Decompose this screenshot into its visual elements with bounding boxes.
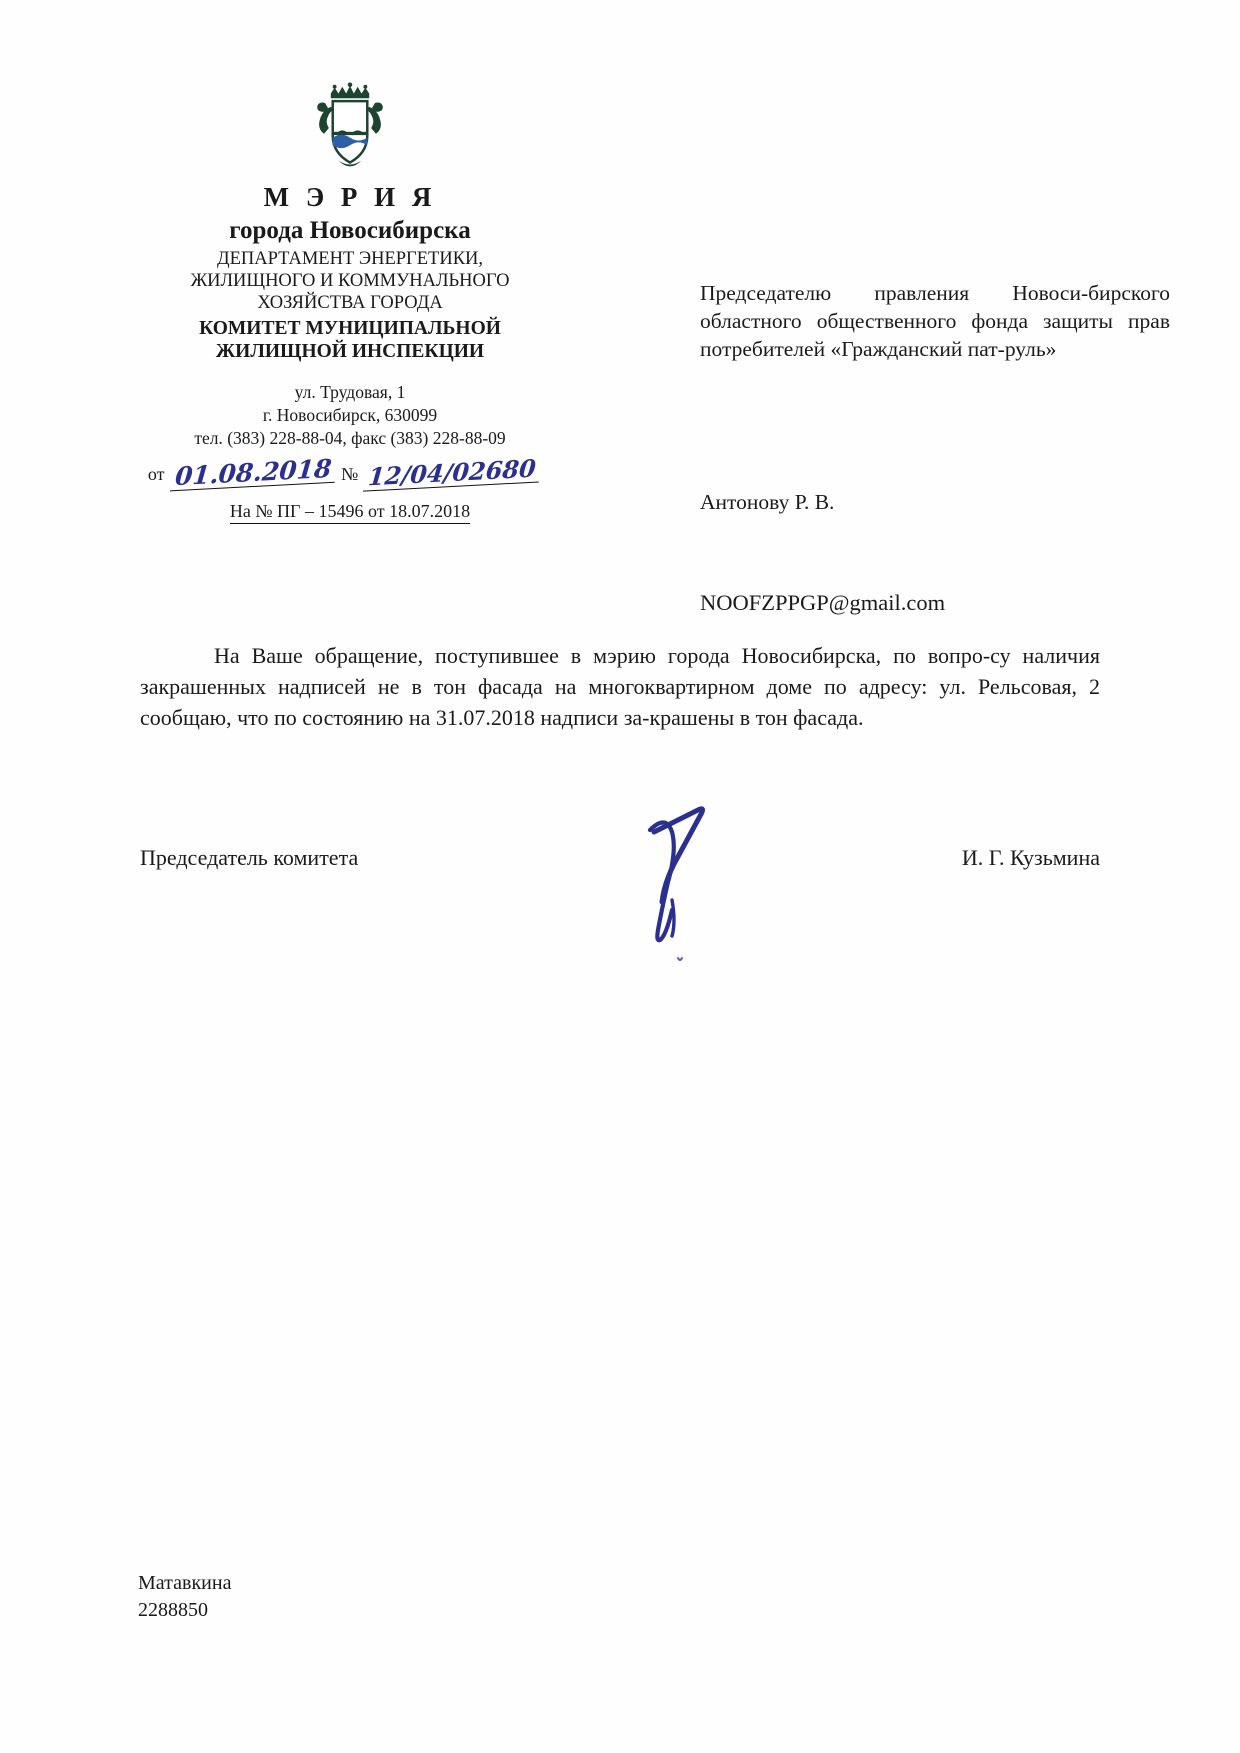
org-title: М Э Р И Я [263,182,437,212]
address-city: г. Новосибирск, 630099 [262,405,438,426]
phone-fax: тел. (383) 228-88-04, факс (383) 228-88-09 [194,427,506,448]
addressee-person: Антонову Р. В. [700,490,835,514]
signer-position: Председатель комитета [140,845,359,870]
department-block [140,249,560,314]
executor-phone: 2288850 [138,1599,208,1621]
letterhead [140,80,560,524]
contacts-block [140,381,560,449]
committee-block [140,317,560,363]
addressee-organization: Председателю правления Новоси-бирского областного общественного фонда защиты прав потребителей «Гражданский пат-руль» [700,281,1170,361]
department-line-2: ЖИЛИЩНОГО И КОММУНАЛЬНОГО [190,270,510,291]
reference-line [134,453,554,492]
org-city: города Новосибирска [229,217,471,244]
department-line-3: ХОЗЯЙСТВА ГОРОДА [257,292,443,313]
novosibirsk-coat-of-arms-icon [302,80,398,176]
incoming-reference: На № ПГ – 15496 от 18.07.2018 [230,501,470,524]
committee-line-2: ЖИЛИЩНОЙ ИНСПЕКЦИИ [215,341,485,363]
document-header [0,80,1240,615]
department-line-1: ДЕПАРТАМЕНТ ЭНЕРГЕТИКИ, [216,249,484,269]
date-value-handwritten: 01.08.2018 [169,455,336,491]
document-footer [138,1570,231,1624]
executor-name: Матавкина [138,1572,232,1594]
number-value-handwritten: 12/04/02680 [363,456,541,491]
committee-line-1: КОМИТЕТ МУНИЦИПАЛЬНОЙ [199,318,501,340]
signer-name: И. Г. Кузьмина [961,845,1100,870]
signature-row [140,845,1100,871]
addressee-email: NOOFZPPGP@gmail.com [700,590,946,615]
date-label: от [147,463,165,484]
number-label: № [341,463,359,484]
handwritten-signature-icon [620,790,800,970]
address-street: ул. Трудовая, 1 [294,382,406,403]
letter-body: На Ваше обращение, поступившее в мэрию города Новосибирска, по вопро-су наличия закрашенных надписей не в тон фасада на многоквартирном доме по адресу: ул. Рельсовая, 2 сообщаю, что по состоянию на 31.07.2018 надписи за-крашены в тон фасада. [140,643,1100,731]
